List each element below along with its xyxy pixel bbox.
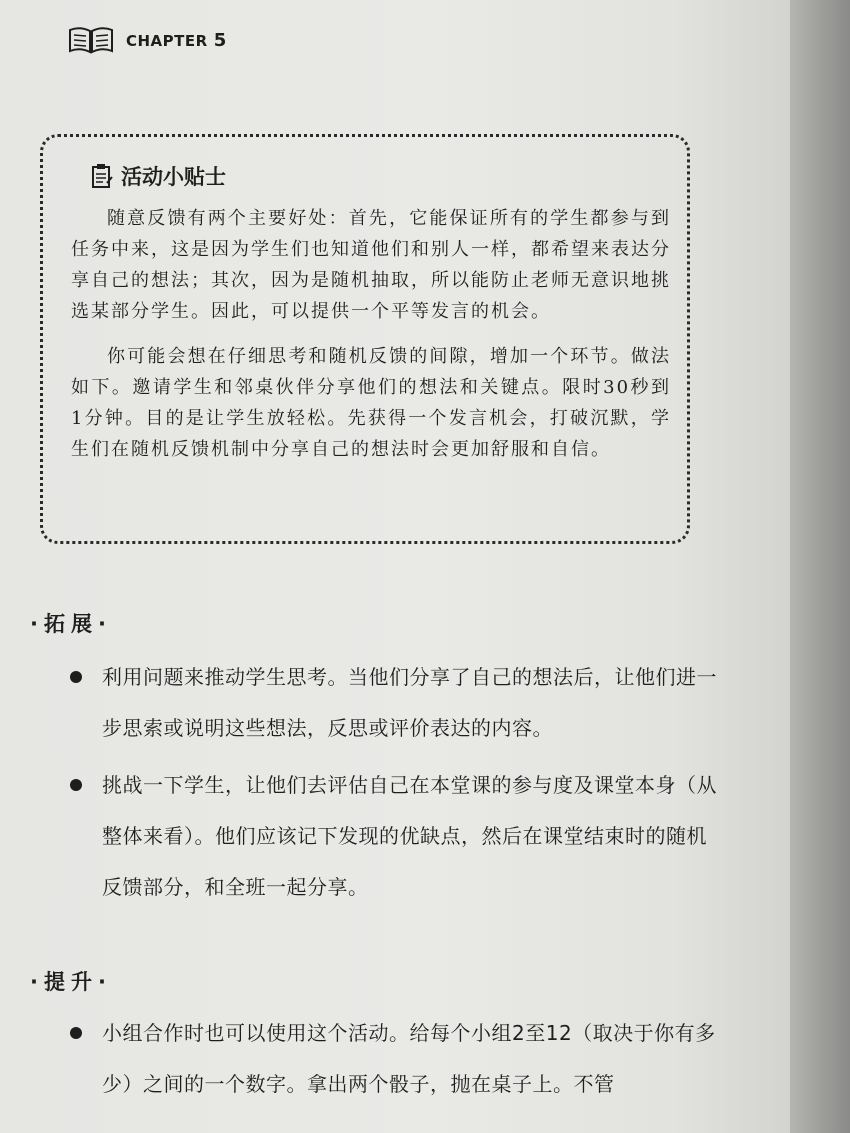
tip-paragraph: 随意反馈有两个主要好处：首先，它能保证所有的学生都参与到任务中来，这是因为学生们也知道他们和别人一样，都希望来表达分享自己的想法；其次，因为是随机抽取，所以能防止老师无意识地挑选某部分学生。因此，可以提供一个平等发言的机会。 <box>71 208 671 322</box>
expand-heading: ·拓展· <box>30 612 112 636</box>
list-item <box>60 1008 720 1110</box>
tip-paragraph: 你可能会想在仔细思考和随机反馈的间隙，增加一个环节。做法如下。邀请学生和邻桌伙伴分享他们的想法和关键点。限时30秒到1分钟。目的是让学生放轻松。先获得一个发言机会，打破沉默，学生们在随机反馈机制中分享自己的想法时会更加舒服和自信。 <box>71 346 671 460</box>
bullet-icon <box>70 779 82 791</box>
list-item-text: 小组合作时也可以使用这个活动。给每个小组2至12（取决于你有多少）之间的一个数字。拿出两个骰子，抛在桌子上。不管 <box>102 1021 716 1096</box>
list-item-text: 利用问题来推动学生思考。当他们分享了自己的想法后，让他们进一步思索或说明这些想法，反思或评价表达的内容。 <box>102 665 717 740</box>
list-item-text: 挑战一下学生，让他们去评估自己在本堂课的参与度及课堂本身（从整体来看）。他们应该记下发现的优缺点，然后在课堂结束时的随机反馈部分，和全班一起分享。 <box>102 773 717 899</box>
tip-title-text: 活动小贴士 <box>121 165 226 189</box>
list-item <box>60 652 720 754</box>
activity-tip-box <box>40 134 690 544</box>
chapter-header <box>68 26 227 54</box>
chapter-label <box>126 30 227 51</box>
chapter-number: 5 <box>213 29 227 51</box>
improve-list <box>60 1008 720 1116</box>
clipboard-icon <box>91 163 113 189</box>
tip-body <box>71 203 671 479</box>
bullet-icon <box>70 671 82 683</box>
bullet-icon <box>70 1027 82 1039</box>
chapter-label-text: CHAPTER <box>126 31 208 50</box>
expand-list <box>60 652 720 919</box>
list-item <box>60 760 720 913</box>
tip-title <box>91 161 226 191</box>
page-edge <box>790 0 850 1133</box>
open-book-icon <box>68 26 114 54</box>
improve-heading: ·提升· <box>30 970 112 994</box>
